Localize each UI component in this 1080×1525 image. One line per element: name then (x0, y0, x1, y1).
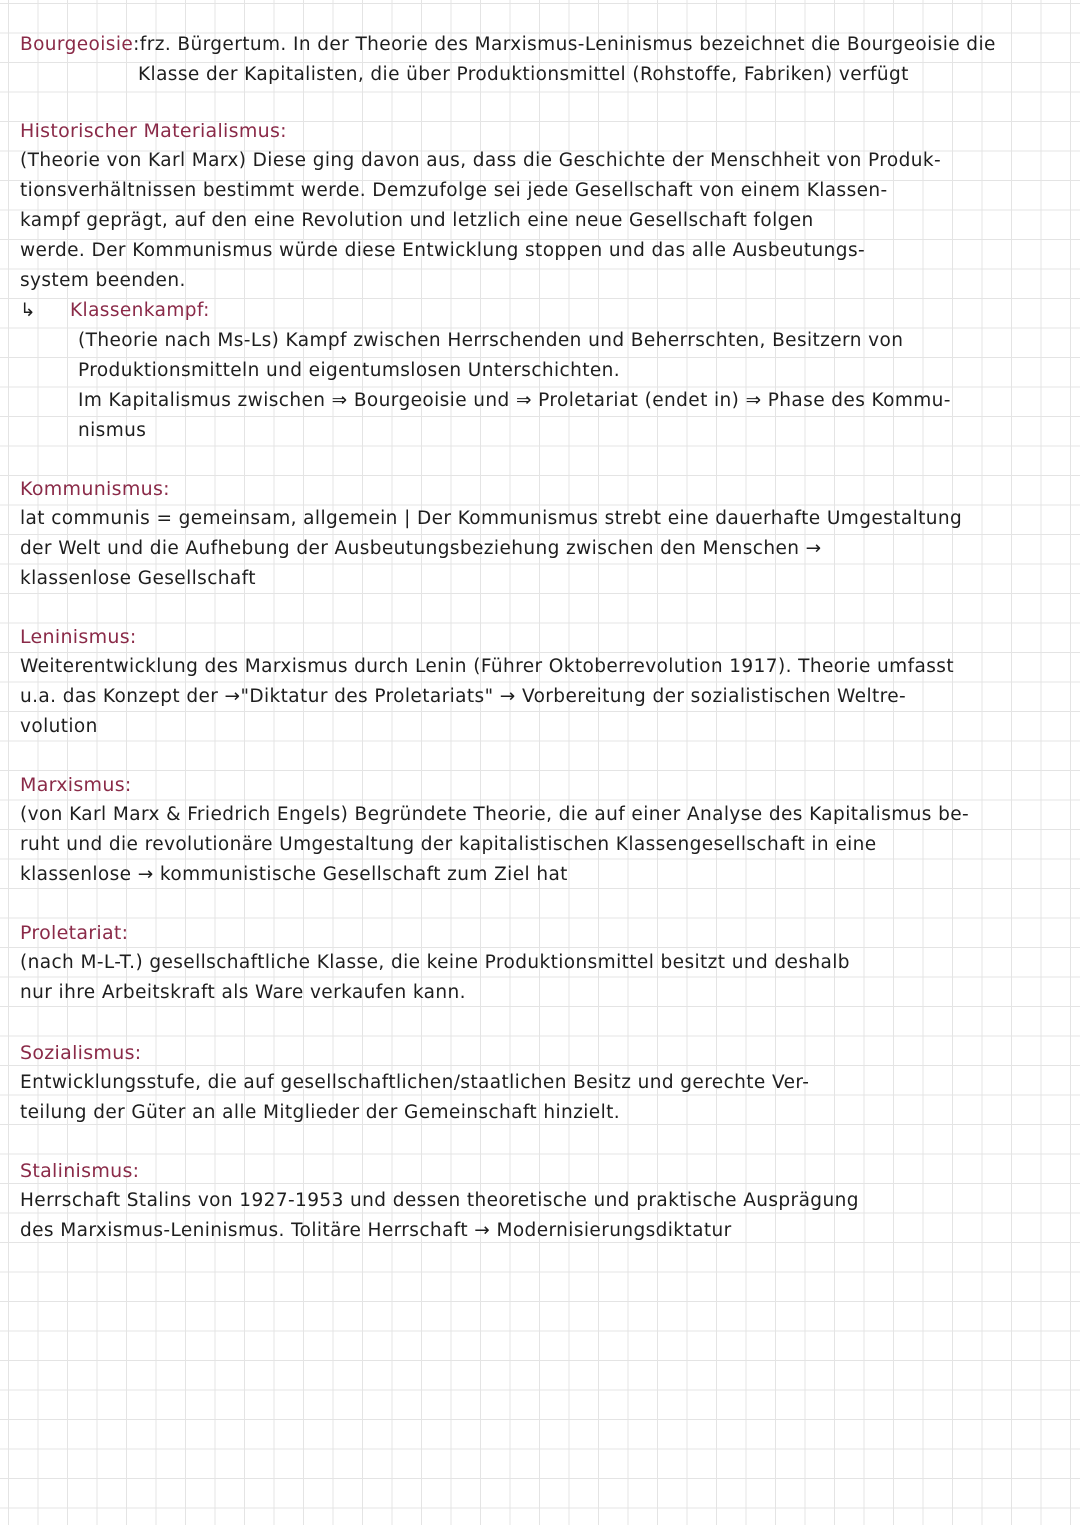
arrow-down-right-icon: ↳ (20, 300, 36, 321)
subentry-text: (Theorie nach Ms-Ls) Kampf zwischen Herrschenden und Beherrschten, Besitzern von (78, 330, 904, 351)
entry-text: der Welt und die Aufhebung der Ausbeutungsbeziehung zwischen den Menschen → (20, 538, 822, 559)
entry-historischer-materialismus (20, 116, 1050, 446)
entry-text: (nach M-L-T.) gesellschaftliche Klasse, die keine Produktionsmittel besitzt und deshalb (20, 952, 850, 973)
entry-text: tionsverhältnissen bestimmt werde. Demzufolge sei jede Gesellschaft von einem Klassen- (20, 180, 888, 201)
entry-text: (Theorie von Karl Marx) Diese ging davon aus, dass die Geschichte der Menschheit von Produk- (20, 150, 942, 171)
entry-text: kampf geprägt, auf den eine Revolution und letzlich eine neue Gesellschaft folgen (20, 210, 814, 231)
entry-heading: Sozialismus: (20, 1042, 142, 1064)
entry-text: ruht und die revolutionäre Umgestaltung der kapitalistischen Klassengesellschaft in eine (20, 834, 877, 855)
entry-text: volution (20, 716, 98, 737)
subentry-heading: Klassenkampf: (70, 300, 210, 321)
entry-text: :frz. Bürgertum. In der Theorie des Marxismus-Leninismus bezeichnet die Bourgeoisie die (133, 34, 996, 55)
entry-text: nur ihre Arbeitskraft als Ware verkaufen kann. (20, 982, 466, 1003)
entry-marxismus (20, 770, 1050, 890)
entry-text: Entwicklungsstufe, die auf gesellschaftlichen/staatlichen Besitz und gerechte Ver- (20, 1072, 810, 1093)
entry-text: (von Karl Marx & Friedrich Engels) Begründete Theorie, die auf einer Analyse des Kapitalismus be- (20, 804, 970, 825)
entry-heading: Historischer Materialismus: (20, 120, 287, 142)
entry-heading: Leninismus: (20, 626, 137, 648)
entry-text: Klasse der Kapitalisten, die über Produktionsmittel (Rohstoffe, Fabriken) verfügt (138, 64, 909, 85)
entry-text: werde. Der Kommunismus würde diese Entwicklung stoppen und das alle Ausbeutungs- (20, 240, 866, 261)
subentry-text: Produktionsmitteln und eigentumslosen Unterschichten. (78, 360, 621, 381)
entry-text: Herrschaft Stalins von 1927-1953 und dessen theoretische und praktische Ausprägung (20, 1190, 859, 1211)
entry-proletariat (20, 918, 1050, 1008)
entry-heading: Stalinismus: (20, 1160, 140, 1182)
entry-kommunismus (20, 474, 1050, 594)
entry-text: teilung der Güter an alle Mitglieder der Gemeinschaft hinzielt. (20, 1102, 621, 1123)
entry-heading: Bourgeoisie (20, 34, 134, 55)
entry-text: Weiterentwicklung des Marxismus durch Lenin (Führer Oktoberrevolution 1917). Theorie umfasst (20, 656, 954, 677)
entry-text: des Marxismus-Leninismus. Tolitäre Herrschaft → Modernisierungsdiktatur (20, 1220, 732, 1241)
subentry-klassenkampf-heading (20, 296, 1050, 326)
entry-leninismus (20, 622, 1050, 742)
entry-bourgeoisie (20, 30, 1050, 90)
subentry-text: Im Kapitalismus zwischen ⇒ Bourgeoisie und ⇒ Proletariat (endet in) ⇒ Phase des Kommu- (78, 390, 951, 411)
entry-text: klassenlose → kommunistische Gesellschaft zum Ziel hat (20, 864, 568, 885)
bourgeoisie-first-line (20, 30, 1050, 60)
entry-heading: Proletariat: (20, 922, 129, 944)
entry-stalinismus (20, 1156, 1050, 1246)
entry-sozialismus (20, 1038, 1050, 1128)
entry-text: u.a. das Konzept der →"Diktatur des Proletariats" → Vorbereitung der sozialistischen Weltre- (20, 686, 907, 707)
entry-text: lat communis = gemeinsam, allgemein | Der Kommunismus strebt eine dauerhafte Umgestaltung (20, 508, 963, 529)
subentry-text: nismus (78, 420, 147, 441)
entry-text: klassenlose Gesellschaft (20, 568, 256, 589)
entry-heading: Marxismus: (20, 774, 132, 796)
entry-text: system beenden. (20, 270, 186, 291)
entry-heading: Kommunismus: (20, 478, 170, 500)
